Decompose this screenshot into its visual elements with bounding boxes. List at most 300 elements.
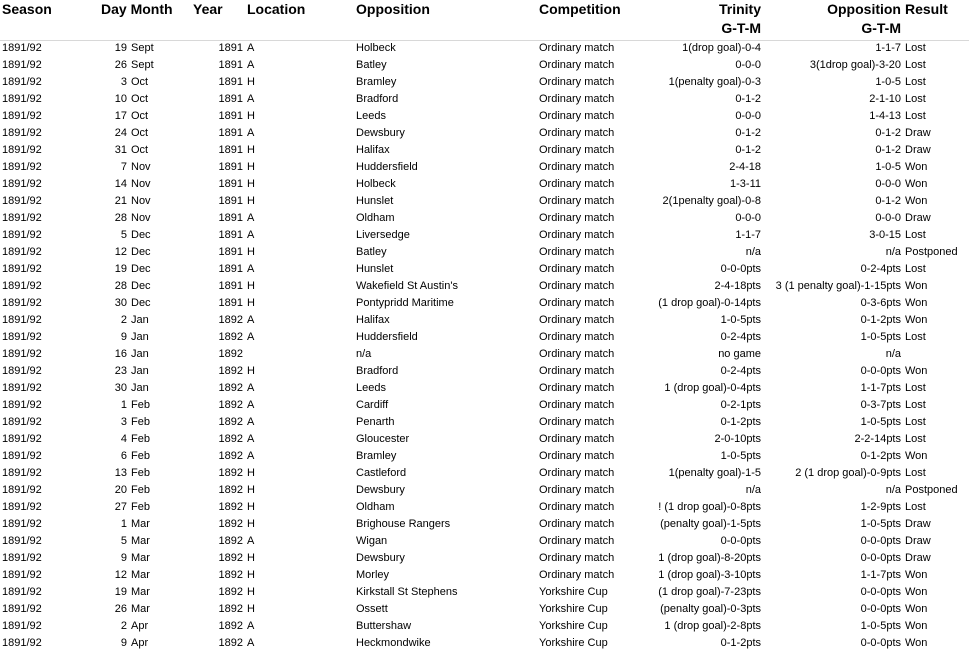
competition-cell: Ordinary match	[539, 382, 615, 394]
year-cell: 1891	[218, 144, 243, 156]
opposition-score-cell: 0-1-2pts	[860, 314, 901, 326]
trinity-score-cell: 1-1-7	[735, 229, 761, 241]
competition-cell: Ordinary match	[539, 93, 615, 105]
season-cell: 1891/92	[2, 552, 42, 564]
year-cell: 1892	[218, 314, 243, 326]
opposition-score-cell: 3(1drop goal)-3-20	[809, 59, 901, 71]
season-cell: 1891/92	[2, 467, 42, 479]
location-cell: A	[247, 127, 255, 139]
year-cell: 1892	[218, 416, 243, 428]
location-cell: H	[247, 603, 255, 615]
day-month-header: Day Month	[101, 1, 173, 17]
season-cell: 1891/92	[2, 603, 42, 615]
month-cell: Oct	[131, 93, 149, 105]
location-cell: H	[247, 467, 255, 479]
trinity-score-cell: 0-0-0	[735, 59, 761, 71]
competition-cell: Ordinary match	[539, 399, 615, 411]
result-cell: Postponed	[905, 484, 958, 496]
opposition-cell: Penarth	[356, 416, 395, 428]
location-cell: A	[247, 450, 255, 462]
location-cell: A	[247, 42, 255, 54]
trinity-score-cell: 0-0-0pts	[720, 535, 761, 547]
table-row	[0, 499, 969, 516]
month-cell: Oct	[131, 110, 149, 122]
season-cell: 1891/92	[2, 331, 42, 343]
day-cell: 1	[120, 518, 127, 530]
month-cell: Mar	[131, 552, 150, 564]
year-cell: 1892	[218, 620, 243, 632]
result-cell: Won	[905, 314, 928, 326]
location-cell: A	[247, 59, 255, 71]
table-row	[0, 380, 969, 397]
season-cell: 1891/92	[2, 433, 42, 445]
season-cell: 1891/92	[2, 246, 42, 258]
opposition-cell: Brighouse Rangers	[356, 518, 451, 530]
opposition-cell: Hunslet	[356, 263, 394, 275]
trinity-score-cell: 0-0-0	[735, 110, 761, 122]
competition-cell: Ordinary match	[539, 161, 615, 173]
month-cell: Feb	[131, 433, 150, 445]
location-cell: H	[247, 246, 255, 258]
location-cell: H	[247, 586, 255, 598]
opposition-cell: Huddersfield	[356, 161, 418, 173]
table-row	[0, 397, 969, 414]
day-cell: 23	[114, 365, 127, 377]
competition-cell: Ordinary match	[539, 518, 615, 530]
opposition-score-cell: 1-1-7	[875, 42, 901, 54]
opposition-header: Opposition	[356, 1, 430, 17]
season-cell: 1891/92	[2, 178, 42, 190]
month-cell: Dec	[131, 246, 151, 258]
day-cell: 2	[120, 620, 127, 632]
opposition-score-cell: n/a	[885, 348, 901, 360]
table-row	[0, 74, 969, 91]
month-cell: Jan	[131, 314, 149, 326]
month-cell: Dec	[131, 229, 151, 241]
opposition-cell: Huddersfield	[356, 331, 418, 343]
opposition-cell: Hunslet	[356, 195, 394, 207]
year-header: Year	[193, 1, 223, 17]
result-cell: Postponed	[905, 246, 958, 258]
table-row	[0, 40, 969, 57]
season-cell: 1891/92	[2, 484, 42, 496]
season-cell: 1891/92	[2, 569, 42, 581]
opposition-cell: Batley	[356, 59, 387, 71]
season-cell: 1891/92	[2, 110, 42, 122]
month-cell: Nov	[131, 212, 151, 224]
day-cell: 30	[114, 382, 127, 394]
day-cell: 9	[120, 552, 127, 564]
table-row	[0, 312, 969, 329]
month-cell: Mar	[131, 518, 150, 530]
month-cell: Mar	[131, 603, 150, 615]
trinity-score-cell: 1(drop goal)-0-4	[682, 42, 761, 54]
competition-cell: Ordinary match	[539, 59, 615, 71]
year-cell: 1892	[218, 450, 243, 462]
opposition-cell: Dewsbury	[356, 552, 405, 564]
trinity-header: Trinity	[718, 1, 761, 17]
trinity-score-cell: (penalty goal)-1-5pts	[660, 518, 761, 530]
table-row	[0, 618, 969, 635]
location-cell: A	[247, 433, 255, 445]
year-cell: 1891	[218, 178, 243, 190]
day-cell: 9	[120, 637, 127, 649]
opposition-cell: Oldham	[356, 212, 395, 224]
opposition-score-cell: 0-1-2	[875, 195, 901, 207]
competition-cell: Ordinary match	[539, 450, 615, 462]
opposition-score-cell: 0-3-6pts	[860, 297, 901, 309]
competition-cell: Ordinary match	[539, 535, 615, 547]
trinity-score-cell: 0-2-4pts	[720, 331, 761, 343]
competition-cell: Ordinary match	[539, 501, 615, 513]
trinity-score-cell: 0-1-2	[735, 93, 761, 105]
opposition-score-header: Opposition	[827, 1, 901, 17]
trinity-score-cell: no game	[718, 348, 761, 360]
trinity-score-cell: 0-0-0pts	[720, 263, 761, 275]
season-cell: 1891/92	[2, 620, 42, 632]
competition-cell: Yorkshire Cup	[539, 620, 608, 632]
location-cell: H	[247, 552, 255, 564]
season-cell: 1891/92	[2, 59, 42, 71]
location-cell: H	[247, 501, 255, 513]
table-row	[0, 159, 969, 176]
location-cell: A	[247, 331, 255, 343]
competition-cell: Ordinary match	[539, 331, 615, 343]
opposition-cell: Cardiff	[356, 399, 389, 411]
result-cell: Lost	[905, 501, 926, 513]
month-cell: Nov	[131, 161, 151, 173]
day-cell: 16	[114, 348, 127, 360]
table-row	[0, 261, 969, 278]
year-cell: 1892	[218, 433, 243, 445]
opposition-score-cell: 2-1-10	[869, 93, 901, 105]
table-row	[0, 108, 969, 125]
location-cell: A	[247, 382, 255, 394]
season-cell: 1891/92	[2, 518, 42, 530]
month-cell: Feb	[131, 467, 150, 479]
result-cell: Lost	[905, 59, 926, 71]
opposition-score-cell: 0-3-7pts	[860, 399, 901, 411]
result-cell: Won	[905, 195, 928, 207]
trinity-score-cell: (1 drop goal)-7-23pts	[658, 586, 761, 598]
result-cell: Won	[905, 297, 928, 309]
year-cell: 1891	[218, 212, 243, 224]
month-cell: Oct	[131, 127, 149, 139]
opposition-cell: n/a	[356, 348, 372, 360]
location-cell: H	[247, 161, 255, 173]
opposition-score-cell: 2-2-14pts	[854, 433, 901, 445]
day-cell: 14	[114, 178, 127, 190]
table-row	[0, 363, 969, 380]
opposition-cell: Holbeck	[356, 42, 396, 54]
table-row	[0, 278, 969, 295]
result-cell: Lost	[905, 110, 926, 122]
trinity-score-cell: 2-0-10pts	[714, 433, 761, 445]
day-cell: 27	[114, 501, 127, 513]
trinity-score-cell: 0-1-2pts	[720, 416, 761, 428]
table-row	[0, 584, 969, 601]
result-cell: Lost	[905, 42, 926, 54]
opposition-cell: Halifax	[356, 144, 390, 156]
month-cell: Feb	[131, 501, 150, 513]
opposition-cell: Bramley	[356, 76, 397, 88]
opposition-score-cell: 1-1-7pts	[860, 382, 901, 394]
season-cell: 1891/92	[2, 127, 42, 139]
year-cell: 1892	[218, 535, 243, 547]
table-row	[0, 448, 969, 465]
table-row	[0, 91, 969, 108]
day-cell: 30	[114, 297, 127, 309]
location-cell: H	[247, 518, 255, 530]
opposition-score-cell: 0-0-0pts	[860, 586, 901, 598]
month-cell: Mar	[131, 569, 150, 581]
day-cell: 21	[114, 195, 127, 207]
year-cell: 1892	[218, 484, 243, 496]
year-cell: 1892	[218, 518, 243, 530]
table-row	[0, 601, 969, 618]
month-cell: Nov	[131, 178, 151, 190]
trinity-score-cell: 2-4-18	[729, 161, 761, 173]
month-cell: Nov	[131, 195, 151, 207]
location-cell: H	[247, 178, 255, 190]
competition-cell: Ordinary match	[539, 467, 615, 479]
competition-cell: Ordinary match	[539, 297, 615, 309]
year-cell: 1892	[218, 603, 243, 615]
month-cell: Apr	[131, 637, 149, 649]
opposition-cell: Bramley	[356, 450, 397, 462]
result-cell: Won	[905, 586, 928, 598]
year-cell: 1891	[218, 42, 243, 54]
season-cell: 1891/92	[2, 416, 42, 428]
month-cell: Jan	[131, 331, 149, 343]
opposition-cell: Morley	[356, 569, 390, 581]
location-cell: H	[247, 569, 255, 581]
opposition-cell: Wakefield St Austin's	[356, 280, 458, 292]
result-cell: Won	[905, 450, 928, 462]
table-row	[0, 465, 969, 482]
result-cell: Lost	[905, 433, 926, 445]
opposition-score-cell: 1-0-5	[875, 76, 901, 88]
opposition-score-cell: 3 (1 penalty goal)-1-15pts	[775, 280, 901, 292]
location-cell: A	[247, 212, 255, 224]
day-cell: 12	[114, 246, 127, 258]
competition-cell: Ordinary match	[539, 229, 615, 241]
result-cell: Draw	[905, 518, 931, 530]
day-cell: 6	[120, 450, 127, 462]
result-header: Result	[905, 1, 948, 17]
result-cell: Lost	[905, 93, 926, 105]
season-cell: 1891/92	[2, 229, 42, 241]
day-cell: 5	[120, 535, 127, 547]
season-cell: 1891/92	[2, 365, 42, 377]
table-row	[0, 431, 969, 448]
result-cell: Won	[905, 603, 928, 615]
competition-cell: Yorkshire Cup	[539, 637, 608, 649]
opposition-score-cell: 0-1-2	[875, 144, 901, 156]
opposition-score-cell: 0-0-0pts	[860, 552, 901, 564]
day-cell: 24	[114, 127, 127, 139]
opposition-score-cell: 1-0-5pts	[860, 416, 901, 428]
day-cell: 5	[120, 229, 127, 241]
result-cell: Draw	[905, 535, 931, 547]
season-cell: 1891/92	[2, 535, 42, 547]
location-cell: H	[247, 144, 255, 156]
location-cell: A	[247, 93, 255, 105]
result-cell: Draw	[905, 144, 931, 156]
trinity-score-cell: 1 (drop goal)-3-10pts	[658, 569, 761, 581]
month-cell: Feb	[131, 450, 150, 462]
day-cell: 19	[114, 42, 127, 54]
table-row	[0, 244, 969, 261]
location-cell: A	[247, 535, 255, 547]
month-cell: Oct	[131, 144, 149, 156]
year-cell: 1891	[218, 229, 243, 241]
day-cell: 10	[114, 93, 127, 105]
season-cell: 1891/92	[2, 501, 42, 513]
competition-cell: Ordinary match	[539, 552, 615, 564]
opposition-cell: Halifax	[356, 314, 390, 326]
opposition-cell: Kirkstall St Stephens	[356, 586, 458, 598]
opposition-score-cell: 1-1-7pts	[860, 569, 901, 581]
day-cell: 28	[114, 280, 127, 292]
year-cell: 1892	[218, 382, 243, 394]
opposition-score-cell: 1-4-13	[869, 110, 901, 122]
opposition-cell: Bradford	[356, 93, 399, 105]
opposition-cell: Gloucester	[356, 433, 410, 445]
year-cell: 1892	[218, 365, 243, 377]
trinity-score-cell: 0-0-0	[735, 212, 761, 224]
season-cell: 1891/92	[2, 297, 42, 309]
day-cell: 31	[114, 144, 127, 156]
month-cell: Jan	[131, 348, 149, 360]
opposition-score-cell: 0-0-0pts	[860, 603, 901, 615]
location-cell: H	[247, 297, 255, 309]
location-cell: A	[247, 620, 255, 632]
year-cell: 1892	[218, 637, 243, 649]
location-cell: A	[247, 263, 255, 275]
opposition-score-cell: 1-0-5	[875, 161, 901, 173]
competition-header: Competition	[539, 1, 621, 17]
table-row	[0, 329, 969, 346]
trinity-score-cell: 1(penalty goal)-0-3	[668, 76, 761, 88]
location-cell: H	[247, 110, 255, 122]
result-cell: Draw	[905, 552, 931, 564]
year-cell: 1891	[218, 59, 243, 71]
month-cell: Oct	[131, 76, 149, 88]
day-cell: 19	[114, 586, 127, 598]
competition-cell: Ordinary match	[539, 144, 615, 156]
location-cell: A	[247, 416, 255, 428]
year-cell: 1891	[218, 246, 243, 258]
competition-cell: Ordinary match	[539, 195, 615, 207]
competition-cell: Ordinary match	[539, 246, 615, 258]
opposition-score-cell: 1-0-5pts	[860, 620, 901, 632]
season-cell: 1891/92	[2, 314, 42, 326]
year-cell: 1892	[218, 569, 243, 581]
table-row	[0, 193, 969, 210]
day-cell: 17	[114, 110, 127, 122]
day-cell: 1	[120, 399, 127, 411]
competition-cell: Ordinary match	[539, 416, 615, 428]
season-cell: 1891/92	[2, 42, 42, 54]
table-row	[0, 176, 969, 193]
opposition-score-cell: 0-0-0	[875, 212, 901, 224]
trinity-score-cell: 0-1-2pts	[720, 637, 761, 649]
opposition-cell: Holbeck	[356, 178, 396, 190]
result-cell: Lost	[905, 331, 926, 343]
competition-cell: Ordinary match	[539, 178, 615, 190]
trinity-score-cell: 2-4-18pts	[714, 280, 761, 292]
opposition-cell: Wigan	[356, 535, 388, 547]
year-cell: 1891	[218, 195, 243, 207]
opposition-score-cell: n/a	[885, 484, 901, 496]
year-cell: 1891	[218, 76, 243, 88]
opposition-cell: Leeds	[356, 110, 386, 122]
opposition-score-cell: 3-0-15	[869, 229, 901, 241]
opposition-score-cell: 1-0-5pts	[860, 518, 901, 530]
season-header: Season	[2, 1, 52, 17]
trinity-score-cell: 0-1-2	[735, 144, 761, 156]
opposition-cell: Bradford	[356, 365, 399, 377]
result-cell: Won	[905, 161, 928, 173]
year-cell: 1892	[218, 348, 243, 360]
opposition-score-cell: 2 (1 drop goal)-0-9pts	[795, 467, 901, 479]
trinity-score-cell: 0-2-4pts	[720, 365, 761, 377]
year-cell: 1891	[218, 127, 243, 139]
trinity-score-cell: 2(1penalty goal)-0-8	[662, 195, 761, 207]
year-cell: 1892	[218, 399, 243, 411]
day-cell: 26	[114, 59, 127, 71]
day-cell: 3	[120, 76, 127, 88]
month-cell: Dec	[131, 280, 151, 292]
year-cell: 1891	[218, 93, 243, 105]
result-cell: Draw	[905, 127, 931, 139]
season-cell: 1891/92	[2, 212, 42, 224]
competition-cell: Ordinary match	[539, 314, 615, 326]
trinity-score-cell: n/a	[745, 484, 761, 496]
location-cell: A	[247, 229, 255, 241]
month-cell: Dec	[131, 263, 151, 275]
season-cell: 1891/92	[2, 161, 42, 173]
result-cell: Won	[905, 620, 928, 632]
year-cell: 1892	[218, 331, 243, 343]
table-row	[0, 414, 969, 431]
day-cell: 9	[120, 331, 127, 343]
result-cell: Lost	[905, 467, 926, 479]
opposition-cell: Oldham	[356, 501, 395, 513]
year-cell: 1892	[218, 552, 243, 564]
season-cell: 1891/92	[2, 144, 42, 156]
table-row	[0, 57, 969, 74]
opposition-score-cell: 0-0-0pts	[860, 637, 901, 649]
location-cell: H	[247, 195, 255, 207]
opposition-score-cell: 0-1-2	[875, 127, 901, 139]
result-cell: Lost	[905, 263, 926, 275]
season-cell: 1891/92	[2, 450, 42, 462]
trinity-score-cell: (penalty goal)-0-3pts	[660, 603, 761, 615]
opposition-score-cell: 0-0-0	[875, 178, 901, 190]
opposition-cell: Batley	[356, 246, 387, 258]
opposition-cell: Buttershaw	[356, 620, 412, 632]
month-cell: Jan	[131, 365, 149, 377]
competition-cell: Ordinary match	[539, 484, 615, 496]
season-cell: 1891/92	[2, 399, 42, 411]
table-row	[0, 482, 969, 499]
month-cell: Sept	[131, 42, 154, 54]
month-cell: Apr	[131, 620, 149, 632]
year-cell: 1891	[218, 161, 243, 173]
result-cell: Won	[905, 637, 928, 649]
